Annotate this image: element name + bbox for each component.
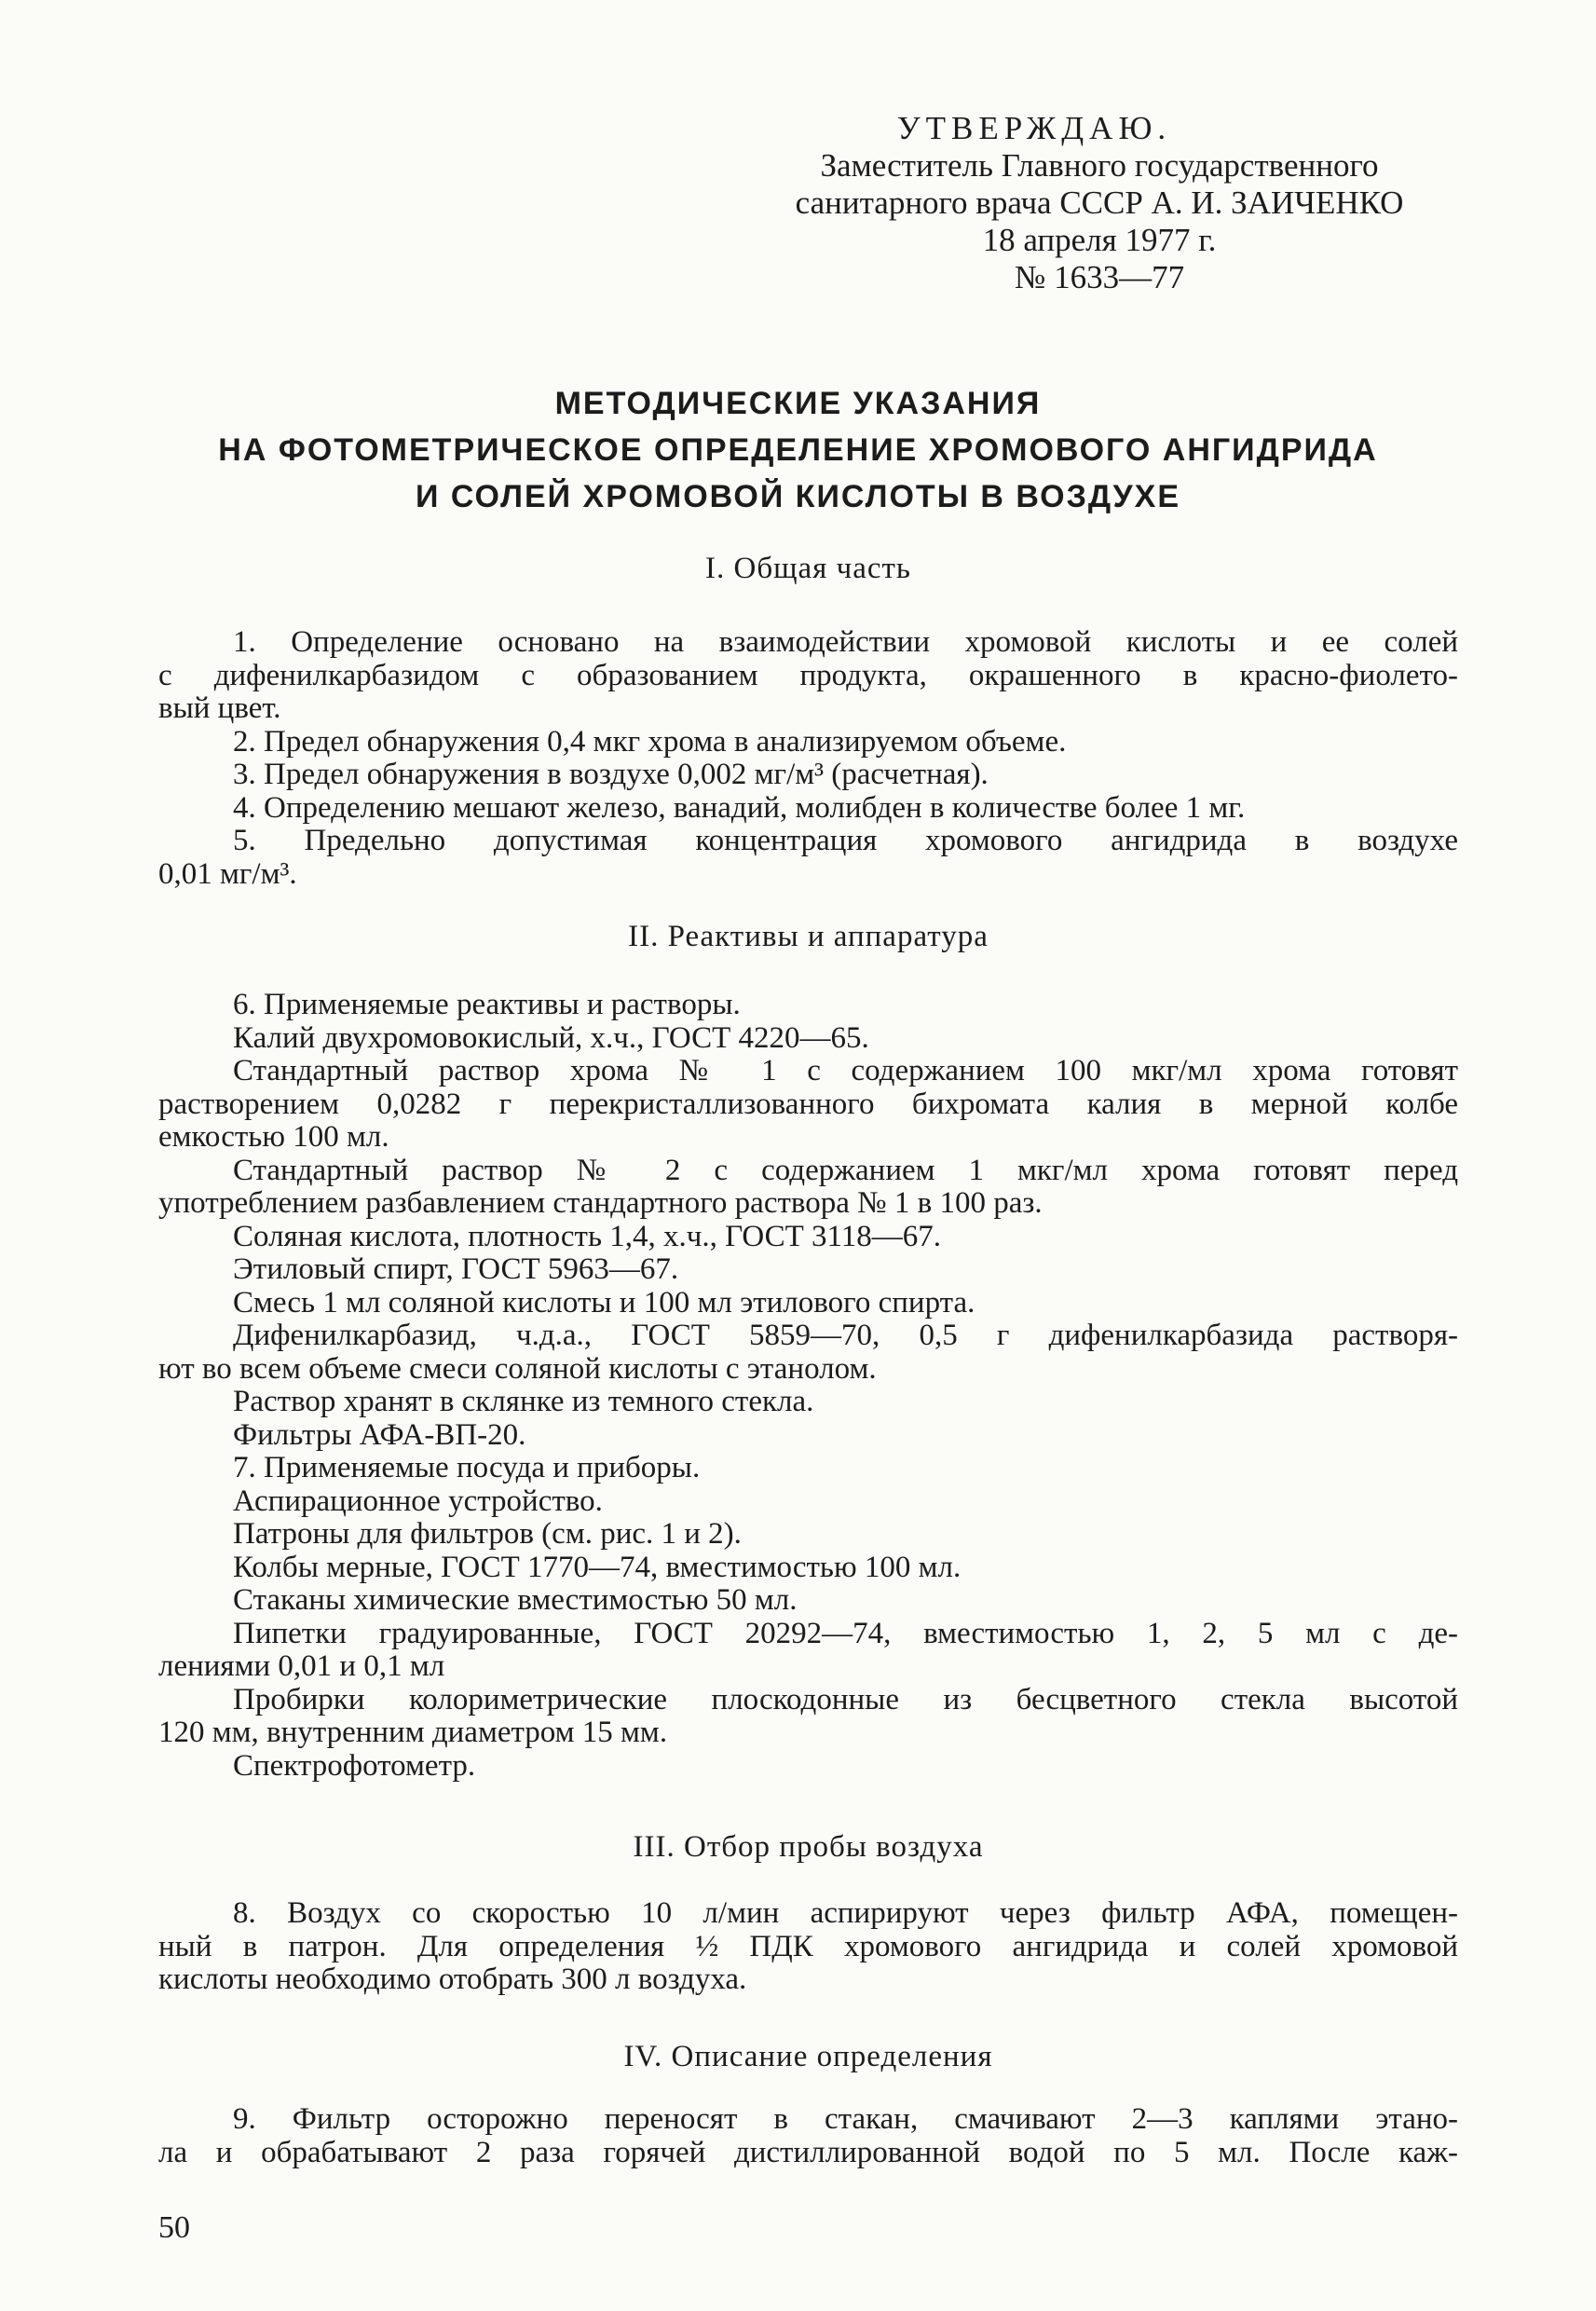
section-general [158, 550, 1458, 891]
text-line: 0,01 мг/м³. [158, 856, 297, 891]
text-line: Стандартный раствор № 2 с содержанием 1 мкг/мл хрома готовят перед [233, 1153, 1458, 1187]
section-heading: IV. Описание определения [623, 2040, 993, 2073]
text-line: Пипетки градуированные, ГОСТ 20292—74, вместимостью 1, 2, 5 мл с де- [233, 1616, 1458, 1650]
text-line: 9. Фильтр осторожно переносят в стакан, смачивают 2—3 каплями этано- [233, 2102, 1458, 2136]
text-line: 6. Применяемые реактивы и растворы. [233, 988, 741, 1021]
text-line: 120 мм, внутренним диаметром 15 мм. [158, 1716, 668, 1749]
text-line: ют во всем объеме смеси соляной кислоты с этанолом. [158, 1351, 877, 1386]
text-line: ный в патрон. Для определения ½ ПДК хромового ангидрида и солей хромовой [158, 1929, 1458, 1963]
text-line: Калий двухромовокислый, х.ч., ГОСТ 4220—65. [233, 1020, 869, 1055]
text-line: кислоты необходимо отобрать 300 л воздуха. [158, 1962, 747, 1996]
text-line: 8. Воздух со скоростью 10 л/мин аспирируют через фильтр АФА, помещен- [233, 1896, 1458, 1930]
text-line: Спектрофотометр. [233, 1748, 476, 1783]
text-line: Стаканы химические вместимостью 50 мл. [233, 1583, 798, 1617]
text-line: лениями 0,01 и 0,1 мл [158, 1649, 445, 1683]
title-line: НА ФОТОМЕТРИЧЕСКОЕ ОПРЕДЕЛЕНИЕ ХРОМОВОГО АНГИДРИДА [218, 432, 1378, 468]
approval-heading: УТВЕРЖДАЮ. [896, 110, 1172, 146]
text-line: Соляная кислота, плотность 1,4, х.ч., ГОСТ 3118—67. [233, 1219, 942, 1253]
section-procedure [158, 2038, 1458, 2169]
text-line: 5. Предельно допустимая концентрация хромового ангидрида в воздухе [233, 824, 1458, 857]
page-number: 50 [158, 2210, 190, 2245]
text-line: Этиловый спирт, ГОСТ 5963—67. [233, 1252, 679, 1286]
approval-line: санитарного врача СССР А. И. ЗАИЧЕНКО [795, 185, 1404, 221]
text-line: Дифенилкарбазид, ч.д.а., ГОСТ 5859—70, 0,5 г дифенилкарбазида растворя- [233, 1319, 1458, 1352]
text-line: Колбы мерные, ГОСТ 1770—74, вместимостью 100 мл. [233, 1550, 962, 1584]
section-heading: III. Отбор пробы воздуха [633, 1830, 984, 1864]
section-heading: I. Общая часть [705, 552, 911, 585]
text-line: ла и обрабатывают 2 раза горячей дистиллированной водой по 5 мл. После каж- [158, 2135, 1458, 2169]
text-line: 4. Определению мешают железо, ванадий, молибден в количестве более 1 мг. [233, 790, 1246, 825]
text-line: вый цвет. [158, 691, 281, 725]
text-line: емкостью 100 мл. [158, 1120, 389, 1154]
text-line: 2. Предел обнаружения 0,4 мкг хрома в анализируемом объеме. [233, 724, 1067, 759]
text-line: 1. Определение основано на взаимодействии хромовой кислоты и ее солей [233, 625, 1458, 659]
approval-date: 18 апреля 1977 г. [982, 222, 1217, 258]
title-line: И СОЛЕЙ ХРОМОВОЙ КИСЛОТЫ В ВОЗДУХЕ [415, 479, 1181, 514]
text-line: Патроны для фильтров (см. рис. 1 и 2). [233, 1517, 742, 1551]
text-line: Стандартный раствор хрома № 1 с содержанием 100 мкг/мл хрома готовят [233, 1054, 1458, 1087]
text-line: Раствор хранят в склянке из темного стекла. [233, 1385, 814, 1418]
section-heading: II. Реактивы и аппаратура [628, 920, 989, 953]
text-line: растворением 0,0282 г перекристаллизованного бихромата калия в мерной колбе [158, 1087, 1458, 1121]
title-line: МЕТОДИЧЕСКИЕ УКАЗАНИЯ [554, 386, 1042, 421]
text-line: 7. Применяемые посуда и приборы. [233, 1451, 701, 1484]
text-line: Пробирки колориметрические плоскодонные из бесцветного стекла высотой [233, 1682, 1458, 1716]
section-sampling [158, 1828, 1458, 1997]
text-line: Аспирационное устройство. [233, 1484, 603, 1518]
section-reagents [158, 918, 1458, 1783]
text-line: 3. Предел обнаружения в воздухе 0,002 мг/м³ (расчетная). [233, 758, 989, 791]
approval-number: № 1633—77 [1014, 259, 1185, 295]
text-line: с дифенилкарбазидом с образованием продукта, окрашенного в красно-фиолето- [158, 658, 1458, 692]
approval-block [745, 110, 1453, 296]
text-line: употреблением разбавлением стандартного раствора № 1 в 100 раз. [158, 1186, 1043, 1220]
text-line: Смесь 1 мл соляной кислоты и 100 мл этилового спирта. [233, 1285, 975, 1320]
approval-line: Заместитель Главного государственного [820, 147, 1379, 184]
text-line: Фильтры АФА-ВП-20. [233, 1417, 526, 1452]
document-title [140, 380, 1456, 520]
